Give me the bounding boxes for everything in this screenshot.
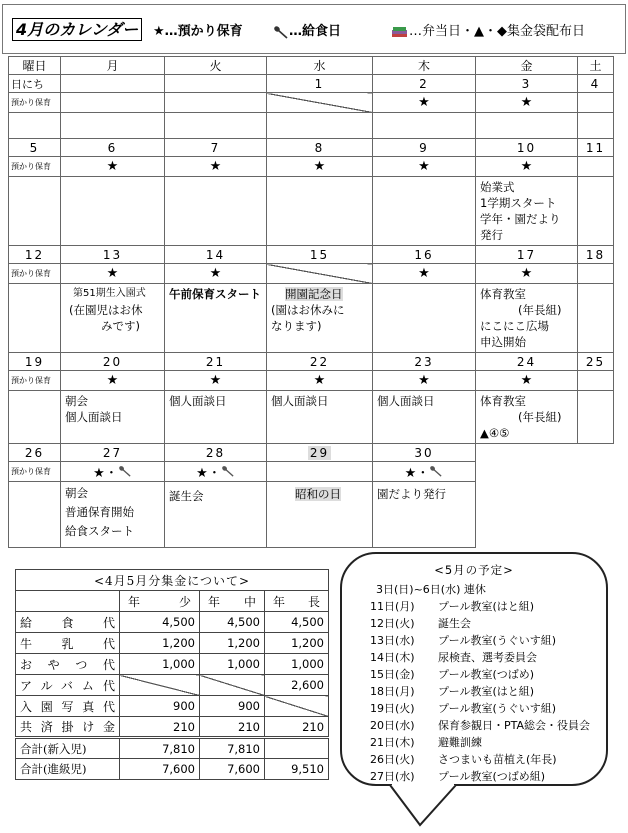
care-row (9, 462, 614, 482)
april-calendar (8, 56, 614, 548)
event-text: 昭和の日 (267, 482, 373, 548)
date-cell: 25 (578, 353, 614, 371)
event-text: 朝会 普通保育開始 給食スタート (61, 482, 165, 548)
date-cell: 10 (476, 139, 578, 157)
day-name: 月 (61, 57, 165, 75)
date-cell: 11 (578, 139, 614, 157)
date-cell: 7 (165, 139, 267, 157)
date-label: 日にち (9, 75, 61, 93)
care-label: 預かり保育 (9, 264, 61, 284)
event-text: 朝会 個人面談日 (61, 391, 165, 444)
date-cell: 1 (267, 75, 373, 93)
event-row (9, 482, 614, 548)
day-name: 木 (373, 57, 476, 75)
date-cell: 20 (61, 353, 165, 371)
day-name: 金 (476, 57, 578, 75)
care-cell-none (267, 93, 373, 113)
date-cell: 17 (476, 246, 578, 264)
date-cell: 15 (267, 246, 373, 264)
care-label: 預かり保育 (9, 462, 61, 482)
date-cell: 5 (9, 139, 61, 157)
date-row (9, 444, 614, 462)
fee-col-header: 年 長 (265, 591, 329, 612)
care-cell-none (267, 264, 373, 284)
date-cell: 18 (578, 246, 614, 264)
care-row (9, 93, 614, 113)
event-text: 個人面談日 (373, 391, 476, 444)
care-cell (165, 93, 267, 113)
day-name: 曜日 (9, 57, 61, 75)
date-row (9, 75, 614, 93)
care-cell: ★・ (165, 462, 267, 482)
care-cell: ★ (61, 371, 165, 391)
care-cell (61, 93, 165, 113)
care-label: 預かり保育 (9, 157, 61, 177)
date-cell: 23 (373, 353, 476, 371)
date-cell: 16 (373, 246, 476, 264)
fee-row: 共済掛け金 210 210 210 (16, 717, 329, 738)
bubble-tail (388, 783, 460, 829)
schedule-item: 11日(月) プール教室(はと組) (370, 600, 535, 613)
care-cell: ★ (165, 264, 267, 284)
event-text: 誕生会 (165, 482, 267, 548)
date-cell-holiday: 29 (267, 444, 373, 462)
event-row (9, 284, 614, 353)
schedule-item: 21日(木) 避難訓練 (370, 736, 482, 749)
legend-lunch: …給食日 (273, 20, 341, 39)
date-cell: 12 (9, 246, 61, 264)
event-row (9, 391, 614, 444)
day-name: 水 (267, 57, 373, 75)
schedule-item: 18日(月) プール教室(はと組) (370, 685, 535, 698)
care-cell: ★ (476, 264, 578, 284)
fee-table (15, 569, 329, 780)
event-text: 始業式 1学期スタート 学年・園だより 発行 (476, 177, 578, 246)
date-cell: 30 (373, 444, 476, 462)
date-cell: 6 (61, 139, 165, 157)
day-name: 土 (578, 57, 614, 75)
care-row (9, 264, 614, 284)
spoon-icon (221, 465, 235, 477)
fee-row: 入園写真代 900 900 (16, 696, 329, 717)
care-cell: ★ (267, 371, 373, 391)
fee-col-header: 年 少 (120, 591, 200, 612)
fee-total-row: 合計(新入児) 7,810 7,810 (16, 738, 329, 759)
event-row (9, 177, 614, 246)
event-row (9, 113, 614, 139)
date-cell: 13 (61, 246, 165, 264)
schedule-item: 3日(日)~6日(水) 連休 (376, 583, 486, 596)
fee-row: アルバム代 2,600 (16, 675, 329, 696)
schedule-item: 27日(水) プール教室(つばめ組) (370, 770, 546, 783)
event-text: 個人面談日 (267, 391, 373, 444)
calendar-header (2, 4, 626, 54)
care-cell: ★ (267, 157, 373, 177)
date-row (9, 139, 614, 157)
care-cell: ★ (61, 157, 165, 177)
date-cell: 9 (373, 139, 476, 157)
date-cell: 2 (373, 75, 476, 93)
may-schedule-bubble (340, 552, 608, 786)
date-cell: 22 (267, 353, 373, 371)
event-text: 体育教室 (年長組) ▲④⑤ (476, 391, 578, 444)
event-text: 体育教室 (年長組) にこにこ広場 申込開始 (476, 284, 578, 353)
date-cell (61, 75, 165, 93)
bento-box-icon (391, 25, 409, 39)
care-cell (578, 157, 614, 177)
care-row (9, 157, 614, 177)
event-text: 園だより発行 (373, 482, 476, 548)
schedule-item: 14日(木) 尿検査、選考委員会 (370, 651, 537, 664)
date-cell: 27 (61, 444, 165, 462)
date-cell (165, 75, 267, 93)
care-row (9, 371, 614, 391)
event-text: 開園記念日 (園はお休みに なります) (267, 284, 373, 353)
spoon-icon (429, 465, 443, 477)
day-names-row (9, 57, 614, 75)
schedule-item: 26日(火) さつまいも苗植え(年長) (370, 753, 557, 766)
schedule-item: 15日(金) プール教室(つばめ) (370, 668, 535, 681)
care-cell: ★ (373, 93, 476, 113)
event-text: 個人面談日 (165, 391, 267, 444)
calendar-title: 4月のカレンダー (12, 17, 142, 40)
event-text: 第51期生入園式 (在園児はお休 みです) (61, 284, 165, 353)
fee-row: 給食代 4,500 4,500 4,500 (16, 612, 329, 633)
care-cell: ★ (165, 157, 267, 177)
legend-care: ★…預かり保育 (153, 24, 243, 39)
fee-table-title: <4月5月分集金について> (16, 570, 329, 591)
care-cell: ★・ (61, 462, 165, 482)
date-cell: 4 (578, 75, 614, 93)
event-text: 午前保育スタート (165, 284, 267, 353)
care-label: 預かり保育 (9, 371, 61, 391)
date-cell: 19 (9, 353, 61, 371)
date-cell: 14 (165, 246, 267, 264)
care-cell (578, 93, 614, 113)
fee-row: おやつ代 1,000 1,000 1,000 (16, 654, 329, 675)
date-cell: 24 (476, 353, 578, 371)
date-cell: 21 (165, 353, 267, 371)
care-cell: ★ (476, 371, 578, 391)
care-cell: ★ (165, 371, 267, 391)
spoon-icon (118, 465, 132, 477)
spoon-icon (273, 25, 289, 39)
date-cell: 3 (476, 75, 578, 93)
care-cell: ★ (373, 157, 476, 177)
care-cell: ★ (476, 157, 578, 177)
care-cell (578, 264, 614, 284)
care-cell (578, 371, 614, 391)
date-cell: 8 (267, 139, 373, 157)
care-cell: ★・ (373, 462, 476, 482)
date-cell: 28 (165, 444, 267, 462)
may-schedule-title: <5月の予定> (434, 563, 514, 577)
date-row (9, 246, 614, 264)
schedule-item: 20日(水) 保育参観日・PTA総会・役員会 (370, 719, 591, 732)
date-row (9, 353, 614, 371)
date-cell: 26 (9, 444, 61, 462)
care-cell: ★ (373, 264, 476, 284)
schedule-item: 12日(火) 誕生会 (370, 617, 471, 630)
schedule-item: 19日(火) プール教室(うぐいす組) (370, 702, 557, 715)
legend-bento: …弁当日・▲・◆集金袋配布日 (391, 20, 585, 39)
care-cell (267, 462, 373, 482)
day-name: 火 (165, 57, 267, 75)
fee-header-row (16, 591, 329, 612)
fee-col-header: 年 中 (200, 591, 265, 612)
fee-row: 牛乳代 1,200 1,200 1,200 (16, 633, 329, 654)
care-cell: ★ (373, 371, 476, 391)
schedule-item: 13日(水) プール教室(うぐいす組) (370, 634, 557, 647)
care-label: 預かり保育 (9, 93, 61, 113)
care-cell: ★ (61, 264, 165, 284)
care-cell: ★ (476, 93, 578, 113)
fee-total-row: 合計(進級児) 7,600 7,600 9,510 (16, 759, 329, 780)
